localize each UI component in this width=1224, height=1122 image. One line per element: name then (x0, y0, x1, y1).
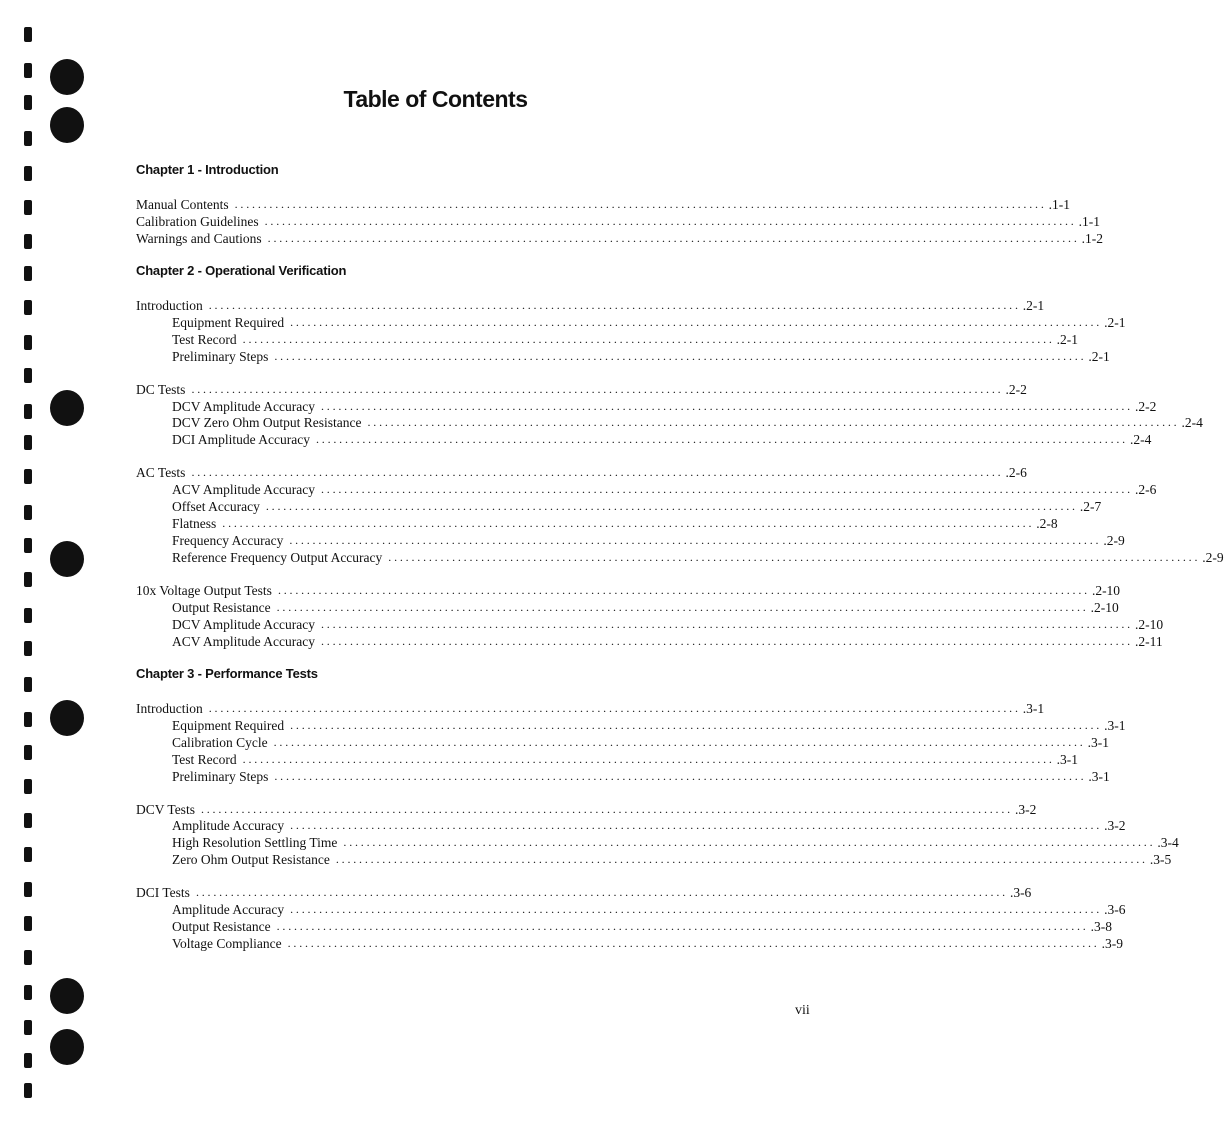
toc-entry-page: .2-9 (1103, 533, 1125, 548)
toc-entry-page: .2-9 (1202, 550, 1224, 565)
binder-slot-mark (24, 1053, 32, 1068)
binder-slot-mark (24, 847, 32, 862)
dot-leader: ............................................................................................................................................ (290, 818, 1103, 832)
toc-entry[interactable] (172, 414, 1203, 431)
toc-entry[interactable] (172, 348, 1110, 365)
toc-entry-label: High Resolution Settling Time (172, 835, 338, 850)
toc-entry-page: .3-6 (1009, 885, 1032, 900)
chapter-heading: Chapter 3 - Performance Tests (136, 666, 318, 681)
dot-leader: ............................................................................................................................................ (277, 583, 1090, 597)
binder-slot-mark (24, 985, 32, 1000)
dot-leader: ............................................................................................................................................ (265, 499, 1078, 513)
toc-entry-page: .2-6 (1005, 465, 1027, 480)
toc-entry[interactable] (172, 481, 1157, 498)
toc-entry-page: .2-10 (1134, 617, 1164, 632)
toc-entry-page: .3-1 (1056, 752, 1079, 767)
toc-entry[interactable] (172, 633, 1163, 650)
dot-leader: ............................................................................................................................................ (287, 936, 1100, 950)
toc-entry[interactable] (172, 549, 1224, 566)
binder-slot-mark (24, 404, 32, 419)
toc-entry-label: Equipment Required (172, 315, 285, 330)
dot-leader: ............................................................................................................................................ (274, 349, 1087, 363)
toc-entry-page: .3-2 (1014, 802, 1037, 817)
toc-entry-label: Preliminary Steps (172, 769, 269, 784)
binder-slot-mark (24, 469, 32, 484)
toc-entry-label: DCV Tests (136, 802, 195, 817)
toc-entry-label: Zero Ohm Output Resistance (172, 852, 330, 867)
toc-entry[interactable] (136, 700, 1045, 717)
toc-entry-label: Preliminary Steps (172, 349, 269, 364)
toc-entry[interactable] (172, 398, 1157, 415)
dot-leader: ............................................................................................................................................ (208, 701, 1021, 715)
toc-entry-label: DCV Amplitude Accuracy (172, 399, 315, 414)
toc-entry[interactable] (136, 381, 1027, 398)
binder-holes (0, 0, 110, 1122)
toc-entry-label: Flatness (172, 516, 217, 531)
binder-hole (50, 978, 84, 1014)
toc-entry[interactable] (172, 515, 1058, 532)
toc-entry-page: .3-1 (1104, 718, 1126, 733)
toc-entry-label: DCI Tests (136, 885, 190, 900)
toc-entry-page: .2-11 (1134, 634, 1163, 649)
toc-entry[interactable] (172, 734, 1109, 751)
binder-slot-mark (24, 641, 32, 656)
toc-entry[interactable] (136, 297, 1045, 314)
toc-entry-page: .1-1 (1078, 214, 1100, 229)
binder-slot-mark (24, 779, 32, 794)
binder-slot-mark (24, 335, 32, 350)
dot-leader: ............................................................................................................................................ (195, 885, 1008, 899)
dot-leader: ............................................................................................................................................ (200, 802, 1013, 816)
toc-entry-label: 10x Voltage Output Tests (136, 583, 272, 598)
toc-entry-label: Reference Frequency Output Accuracy (172, 550, 383, 565)
binder-slot-mark (24, 435, 32, 450)
toc-entry-page: .2-4 (1181, 415, 1203, 430)
toc-entry[interactable] (136, 464, 1027, 481)
toc-entry-label: DCV Amplitude Accuracy (172, 617, 315, 632)
dot-leader: ............................................................................................................................................ (320, 482, 1133, 496)
toc-entry-page: .2-10 (1090, 600, 1119, 615)
toc-entry-label: Output Resistance (172, 919, 271, 934)
toc-entry-page: .2-1 (1104, 315, 1126, 330)
chapter-heading: Chapter 1 - Introduction (136, 162, 279, 177)
toc-entry-page: .2-1 (1056, 332, 1079, 347)
binder-slot-mark (24, 677, 32, 692)
toc-entry-label: Offset Accuracy (172, 499, 260, 514)
binder-slot-mark (24, 712, 32, 727)
toc-entry-page: .2-6 (1134, 482, 1157, 497)
page-number: vii (795, 1003, 810, 1018)
binder-slot-mark (24, 916, 32, 931)
toc-entry[interactable] (136, 801, 1037, 818)
toc-entry-page: .2-7 (1079, 499, 1102, 514)
toc-entry-label: Test Record (172, 332, 237, 347)
binder-slot-mark (24, 166, 32, 181)
toc-entry[interactable] (172, 751, 1079, 768)
dot-leader: ............................................................................................................................................ (276, 600, 1089, 614)
toc-entry-page: .2-1 (1088, 349, 1110, 364)
toc-entry[interactable] (172, 616, 1164, 633)
binder-slot-mark (24, 200, 32, 215)
dot-leader: ............................................................................................................................................ (274, 769, 1087, 783)
toc-entry-page: .3-9 (1101, 936, 1123, 951)
dot-leader: ............................................................................................................................................ (191, 382, 1004, 396)
toc-entry-page: .1-1 (1048, 197, 1070, 212)
toc-entry-label: DCI Amplitude Accuracy (172, 432, 310, 447)
binder-hole (50, 541, 84, 577)
binder-slot-mark (24, 1083, 32, 1098)
dot-leader: ............................................................................................................................................ (343, 835, 1156, 849)
toc-entry-label: Test Record (172, 752, 237, 767)
dot-leader: ............................................................................................................................................ (191, 465, 1004, 479)
toc-entry-label: Introduction (136, 701, 203, 716)
dot-leader: ............................................................................................................................................ (208, 298, 1021, 312)
toc-entry-page: .2-8 (1036, 516, 1058, 531)
binder-slot-mark (24, 745, 32, 760)
toc-entry-page: .3-4 (1157, 835, 1179, 850)
toc-entry[interactable] (172, 331, 1079, 348)
toc-entry[interactable] (172, 768, 1110, 785)
binder-slot-mark (24, 950, 32, 965)
toc-entry-label: Manual Contents (136, 197, 229, 212)
toc-entry-label: Amplitude Accuracy (172, 818, 285, 833)
toc-entry-label: DC Tests (136, 382, 186, 397)
dot-leader: ............................................................................................................................................ (234, 197, 1047, 211)
toc-entry-page: .2-1 (1022, 298, 1045, 313)
dot-leader: ............................................................................................................................................ (222, 516, 1035, 530)
dot-leader: ............................................................................................................................................ (290, 718, 1103, 732)
toc-entry[interactable] (172, 901, 1126, 918)
toc-entry-label: ACV Amplitude Accuracy (172, 634, 315, 649)
binder-hole (50, 700, 84, 736)
toc-entry[interactable] (172, 498, 1102, 515)
binder-slot-mark (24, 813, 32, 828)
toc-entry[interactable] (136, 196, 1070, 213)
dot-leader: ............................................................................................................................................ (315, 432, 1128, 446)
toc-entry[interactable] (172, 935, 1123, 952)
dot-leader: ............................................................................................................................................ (367, 415, 1180, 429)
dot-leader: ............................................................................................................................................ (388, 550, 1201, 564)
toc-entry-label: Introduction (136, 298, 203, 313)
toc-entry[interactable] (136, 230, 1104, 247)
binder-slot-mark (24, 572, 32, 587)
dot-leader: ............................................................................................................................................ (264, 214, 1077, 228)
binder-hole (50, 1029, 84, 1065)
binder-slot-mark (24, 266, 32, 281)
dot-leader: ............................................................................................................................................ (273, 735, 1086, 749)
toc-entry-page: .1-2 (1081, 231, 1104, 246)
toc-entry[interactable] (172, 834, 1179, 851)
toc-entry-page: .3-6 (1104, 902, 1126, 917)
toc-entry[interactable] (172, 851, 1172, 868)
dot-leader: ............................................................................................................................................ (242, 332, 1055, 346)
dot-leader: ............................................................................................................................................ (289, 533, 1102, 547)
toc-entry-page: .3-1 (1087, 735, 1109, 750)
toc-entry-page: .2-2 (1134, 399, 1157, 414)
binder-slot-mark (24, 1020, 32, 1035)
toc-entry[interactable] (172, 431, 1152, 448)
binder-slot-mark (24, 234, 32, 249)
binder-slot-mark (24, 63, 32, 78)
binder-hole (50, 390, 84, 426)
toc-entry-label: Warnings and Cautions (136, 231, 262, 246)
toc-entry[interactable] (172, 314, 1126, 331)
toc-entry[interactable] (172, 599, 1119, 616)
toc-entry[interactable] (172, 717, 1126, 734)
binder-slot-mark (24, 300, 32, 315)
dot-leader: ............................................................................................................................................ (276, 919, 1089, 933)
dot-leader: ............................................................................................................................................ (267, 231, 1080, 245)
binder-slot-mark (24, 368, 32, 383)
toc-entry-page: .3-2 (1104, 818, 1126, 833)
binder-slot-mark (24, 505, 32, 520)
dot-leader: ............................................................................................................................................ (242, 752, 1055, 766)
binder-slot-mark (24, 27, 32, 42)
binder-slot-mark (24, 882, 32, 897)
toc-entry-label: AC Tests (136, 465, 186, 480)
binder-slot-mark (24, 608, 32, 623)
toc-entry-page: .2-2 (1005, 382, 1027, 397)
toc-entry-label: Calibration Guidelines (136, 214, 259, 229)
binder-slot-mark (24, 131, 32, 146)
toc-entry-label: Output Resistance (172, 600, 271, 615)
toc-entry-page: .3-5 (1149, 852, 1172, 867)
toc-entry[interactable] (172, 918, 1112, 935)
toc-entry-page: .3-1 (1088, 769, 1110, 784)
binder-slot-mark (24, 538, 32, 553)
toc-entry-label: Voltage Compliance (172, 936, 282, 951)
toc-entry-label: Calibration Cycle (172, 735, 268, 750)
dot-leader: ............................................................................................................................................ (320, 634, 1133, 648)
toc-entry-page: .3-8 (1090, 919, 1112, 934)
toc-entry-label: Frequency Accuracy (172, 533, 284, 548)
toc-entry-page: .2-4 (1129, 432, 1152, 447)
dot-leader: ............................................................................................................................................ (290, 315, 1103, 329)
dot-leader: ............................................................................................................................................ (320, 399, 1133, 413)
dot-leader: ............................................................................................................................................ (335, 852, 1148, 866)
page-title: Table of Contents (343, 86, 528, 112)
toc-entry-label: Equipment Required (172, 718, 285, 733)
chapter-heading: Chapter 2 - Operational Verification (136, 263, 347, 278)
toc-entry-label: DCV Zero Ohm Output Resistance (172, 415, 362, 430)
toc-entry[interactable] (172, 532, 1125, 549)
toc-entry[interactable] (172, 817, 1126, 834)
toc-entry-label: Amplitude Accuracy (172, 902, 285, 917)
toc-entry-page: .3-1 (1022, 701, 1045, 716)
dot-leader: ............................................................................................................................................ (320, 617, 1133, 631)
toc-entry-label: ACV Amplitude Accuracy (172, 482, 315, 497)
dot-leader: ............................................................................................................................................ (290, 902, 1103, 916)
toc-entry[interactable] (136, 884, 1032, 901)
toc-entry[interactable] (136, 582, 1121, 599)
toc-entry[interactable] (136, 213, 1100, 230)
toc-entry-page: .2-10 (1091, 583, 1121, 598)
